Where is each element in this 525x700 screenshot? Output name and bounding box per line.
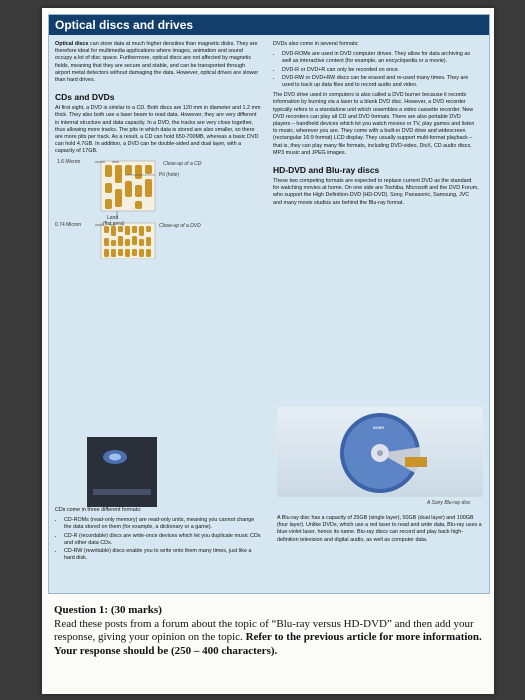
article-title: Optical discs and drives (49, 15, 489, 35)
dvd-burner-paragraph: The DVD drive used in computers is also called a DVD burner because it records information by burning via a laser to a blank DVD disc. However, a DVD recorder typically refers to a standalone unit which resembles a video cassette recorder. New DVD recorders can play all CD and DVD formats. There are also portable DVD players – handheld devices which let you watch movies or TV, play games and listen to music, wherever you are. They come with a built-in DVD drive and widescreen (rectangular 16:9 format) LCD display. They usually support multi-format playback – that is, they can play many file formats, including DVD-video, DivX, CD audio discs, MP3 music and JPEG images. (273, 92, 475, 156)
hd-heading: HD-DVD and Blu-ray discs (273, 165, 380, 176)
flat-area-label: (flat area) (103, 220, 125, 227)
dvd-closeup-label: Close-up of a DVD (159, 222, 201, 229)
bluray-disc-image (277, 407, 483, 497)
worksheet-page (42, 8, 494, 694)
bluray-case-image (79, 417, 169, 517)
dvd-formats-intro: DVDs also come in several formats: (273, 41, 359, 47)
bluray-disc-icon (277, 407, 483, 497)
bluray-case-icon (79, 417, 169, 517)
list-item: • DVD-ROMs are used in DVD computer drives. They allow for data archiving as well as interactive content (for example, an encyclopedia or a movie). (282, 51, 479, 65)
list-item: • CD-RW (rewritable) discs enable you to write onto them many times, just like a hard disk. (64, 548, 261, 562)
article-panel (48, 14, 490, 594)
hd-paragraph: These two competing formats are expected to replace current DVD as the standard for watching movies at home. On one side are Toshiba, Microsoft and the DVD Forum, who support the High Definition-DVD (HD-DVD). Sony, Panasonic, Samsung, JVC and many movie studios are behind the Blu-ray format. (273, 178, 479, 206)
list-item: • CD-R (recordable) discs are write-once devices which let you duplicate music CDs and other data CDs. (64, 533, 261, 547)
left-column (55, 41, 261, 259)
intro-lead: Optical discs (55, 41, 89, 47)
cd-track-pitch-label: 1.6 Micron (57, 158, 81, 165)
dvd-track-pitch-label: 0.74 Micron (55, 221, 82, 228)
bluray-section (277, 515, 483, 547)
pit-land-diagram (55, 159, 261, 259)
list-item: • CD-ROMs (read-only memory) are read-only units, meaning you cannot change the data stored on them (for example, a dictionary or a game). (64, 517, 261, 531)
intro-paragraph (55, 41, 261, 84)
sony-logo: SONY (373, 425, 385, 430)
list-item: • DVD-RW or DVD+RW discs can be erased and re-used many times. They are used to back up data files and to record audio and video. (282, 75, 479, 89)
list-item: • DVD-R or DVD+R can only be recorded on once. (282, 67, 479, 74)
bluray-paragraph: A Blu-ray disc has a capacity of 25GB (single layer), 50GB (dual layer) and 100GB (four layer). Unlike DVDs, which use a red laser to read and write data, Blu-ray uses a blue-violet laser, hence its name. Blu-ray discs can record and play back high-definition television and digital audio, as well as computer data. (277, 515, 482, 543)
dvd-formats-list (273, 51, 479, 89)
right-column (273, 41, 479, 210)
question-text (54, 618, 484, 659)
cd-dvd-diagram (55, 159, 261, 259)
cd-closeup-label: Close-up of a CD (163, 160, 202, 167)
intro-text: can store data at much higher densities than magnetic disks. They are therefore ideal for multimedia applications where images, animation and sound occupy a lot of disc space. Furthermore, optical discs are not affected by magnetic fields, meaning that they are secure and stable, and can be transported through airport metal detectors without damaging the data. However, optical drives are slower than hard drives. (55, 41, 259, 84)
pit-label: Pit (hole) (159, 171, 180, 178)
cd-formats-list (55, 517, 261, 562)
land-label: Land (107, 214, 119, 221)
question-block (54, 604, 484, 658)
disc-caption: A Sony Blu-ray disc (427, 500, 471, 506)
cd-formats-section (55, 507, 261, 563)
cds-heading: CDs and DVDs (55, 92, 115, 103)
question-title: Question 1: (30 marks) (54, 604, 162, 616)
question-instructions: Read these posts from a forum about the topic of “Blu-ray versus HD-DVD” and then add your response, giving your opinion on the topic. (54, 617, 474, 643)
cds-paragraph: At first sight, a DVD is similar to a CD. Both discs are 120 mm in diameter and 1.2 mm thick. They also both use a laser beam to read data. However, they are very different in internal structure and data capacity. In a DVD, the tracks are very close together, thus allowing more tracks. The pits in which data is stored are also smaller, so there are more pits per track. As a result, a CD can hold 650-700MB, whereas a basic DVD can hold 4.7GB. In addition, a DVD can be double-sided and dual layer, with a capacity of 17GB. (55, 105, 261, 155)
cd-formats-intro: CDs come in three different formats: (55, 507, 142, 513)
question-requirements: Refer to the previous article for more information. Your response should be (250 – 400 characters). (54, 631, 482, 657)
